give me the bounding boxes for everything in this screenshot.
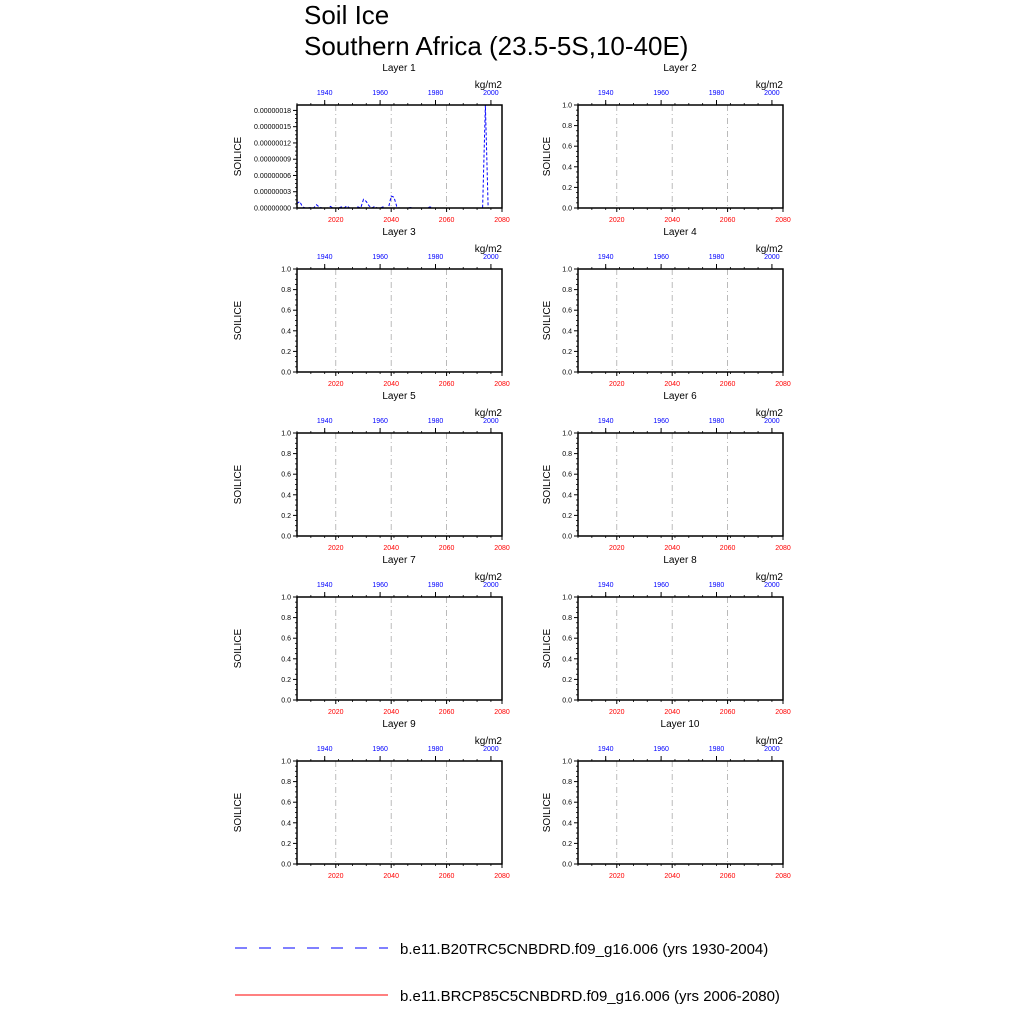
y-axis-label: SOILICE: [542, 136, 553, 177]
y-tick-label: 0.4: [562, 328, 572, 336]
x-bottom-tick-label: 2020: [327, 545, 344, 552]
y-tick-label: 0.8: [281, 287, 291, 295]
plot-frame: [578, 433, 783, 536]
y-tick-label: 0.8: [562, 123, 572, 131]
y-tick-label: 0.00000015: [254, 124, 291, 132]
figure-subtitle: Southern Africa (23.5-5S,10-40E): [304, 31, 689, 61]
x-bottom-tick-label: 2020: [327, 217, 344, 224]
y-tick-label: 0.6: [281, 799, 291, 807]
x-top-tick-label: 2000: [764, 254, 780, 261]
x-bottom-tick-label: 2020: [608, 217, 625, 224]
y-tick-label: 0.00000012: [254, 140, 291, 148]
x-top-tick-label: 1980: [708, 90, 725, 97]
x-top-tick-label: 1940: [316, 582, 333, 589]
x-bottom-tick-label: 2060: [438, 381, 455, 388]
y-axis-label: SOILICE: [233, 300, 244, 341]
x-bottom-tick-label: 2040: [664, 545, 680, 552]
x-bottom-tick-label: 2080: [494, 545, 510, 552]
x-bottom-tick-label: 2040: [664, 709, 680, 716]
panel-layer-10: [542, 719, 791, 880]
x-top-tick-label: 1940: [597, 582, 614, 589]
units-label: kg/m2: [474, 80, 502, 91]
units-label: kg/m2: [755, 244, 783, 255]
x-bottom-tick-label: 2040: [383, 709, 399, 716]
y-axis-label: SOILICE: [542, 792, 553, 833]
x-bottom-tick-label: 2080: [775, 545, 791, 552]
y-tick-label: 0.6: [562, 635, 572, 643]
y-tick-label: 0.4: [562, 164, 572, 172]
panel-title: Layer 3: [382, 227, 416, 238]
panel-layer-6: [542, 391, 791, 552]
x-bottom-tick-label: 2020: [327, 381, 344, 388]
y-tick-label: 1.0: [562, 430, 572, 438]
x-bottom-tick-label: 2040: [383, 873, 399, 880]
x-top-tick-label: 2000: [483, 418, 499, 425]
x-bottom-tick-label: 2080: [494, 217, 510, 224]
x-top-tick-label: 1960: [653, 254, 669, 261]
y-axis-label: SOILICE: [542, 300, 553, 341]
plot-frame: [297, 597, 502, 700]
panel-title: Layer 10: [660, 719, 700, 730]
x-bottom-tick-label: 2080: [775, 709, 791, 716]
x-top-tick-label: 2000: [764, 582, 780, 589]
y-tick-label: 0.6: [281, 635, 291, 643]
y-tick-label: 0.6: [281, 307, 291, 315]
panel-title: Layer 8: [663, 555, 697, 566]
x-bottom-tick-label: 2060: [438, 217, 455, 224]
panel-title: Layer 1: [382, 63, 416, 74]
x-top-tick-label: 1940: [597, 746, 614, 753]
x-top-tick-label: 1940: [316, 254, 333, 261]
x-bottom-tick-label: 2040: [383, 217, 399, 224]
x-bottom-tick-label: 2060: [719, 873, 736, 880]
x-bottom-tick-label: 2060: [719, 709, 736, 716]
y-tick-label: 1.0: [562, 594, 572, 602]
y-tick-label: 0.6: [562, 799, 572, 807]
plot-frame: [297, 433, 502, 536]
y-tick-label: 0.6: [281, 471, 291, 479]
x-top-tick-label: 1980: [708, 418, 725, 425]
x-top-tick-label: 2000: [764, 746, 780, 753]
y-tick-label: 0.0: [281, 533, 291, 541]
y-tick-label: 0.4: [281, 328, 291, 336]
y-tick-label: 0.6: [562, 471, 572, 479]
figure-title: Soil Ice: [304, 0, 390, 30]
units-label: kg/m2: [474, 408, 502, 419]
x-top-tick-label: 1940: [316, 746, 333, 753]
x-bottom-tick-label: 2020: [608, 381, 625, 388]
x-top-tick-label: 1980: [427, 418, 444, 425]
x-bottom-tick-label: 2060: [438, 709, 455, 716]
plot-frame: [297, 105, 502, 208]
x-bottom-tick-label: 2040: [664, 873, 680, 880]
x-top-tick-label: 1940: [316, 418, 333, 425]
x-bottom-tick-label: 2040: [664, 381, 680, 388]
x-top-tick-label: 1980: [427, 582, 444, 589]
x-top-tick-label: 1960: [372, 90, 388, 97]
plot-frame: [578, 761, 783, 864]
y-tick-label: 0.2: [281, 840, 291, 848]
x-top-tick-label: 1960: [653, 418, 669, 425]
plot-frame: [578, 105, 783, 208]
x-top-tick-label: 2000: [483, 746, 499, 753]
y-tick-label: 0.0: [562, 205, 572, 213]
x-top-tick-label: 2000: [483, 582, 499, 589]
x-bottom-tick-label: 2060: [438, 873, 455, 880]
y-tick-label: 0.00000003: [254, 189, 291, 197]
units-label: kg/m2: [474, 244, 502, 255]
y-tick-label: 0.4: [562, 820, 572, 828]
x-top-tick-label: 2000: [764, 418, 780, 425]
x-top-tick-label: 1940: [316, 90, 333, 97]
y-tick-label: 1.0: [281, 594, 291, 602]
units-label: kg/m2: [755, 572, 783, 583]
x-top-tick-label: 2000: [483, 254, 499, 261]
x-top-tick-label: 1960: [653, 582, 669, 589]
y-tick-label: 0.4: [562, 656, 572, 664]
y-axis-label: SOILICE: [233, 136, 244, 177]
y-tick-label: 0.6: [562, 307, 572, 315]
panel-title: Layer 7: [382, 555, 416, 566]
x-top-tick-label: 1960: [372, 582, 388, 589]
y-tick-label: 1.0: [281, 266, 291, 274]
x-top-tick-label: 1980: [708, 746, 725, 753]
y-tick-label: 0.00000009: [254, 156, 291, 164]
x-bottom-tick-label: 2020: [327, 709, 344, 716]
units-label: kg/m2: [755, 736, 783, 747]
panel-layer-5: [233, 391, 510, 552]
y-tick-label: 0.8: [562, 779, 572, 787]
series-line-hist: [297, 105, 502, 208]
panel-title: Layer 4: [663, 227, 697, 238]
panel-layer-1: [233, 63, 510, 224]
y-tick-label: 0.4: [281, 492, 291, 500]
y-tick-label: 0.00000018: [254, 107, 291, 115]
x-top-tick-label: 1940: [597, 254, 614, 261]
x-bottom-tick-label: 2080: [494, 873, 510, 880]
y-tick-label: 0.6: [562, 143, 572, 151]
x-bottom-tick-label: 2080: [775, 217, 791, 224]
x-bottom-tick-label: 2020: [608, 545, 625, 552]
y-tick-label: 0.8: [281, 779, 291, 787]
x-bottom-tick-label: 2040: [383, 545, 399, 552]
y-tick-label: 1.0: [562, 102, 572, 110]
y-tick-label: 0.4: [281, 820, 291, 828]
units-label: kg/m2: [474, 572, 502, 583]
y-tick-label: 0.4: [562, 492, 572, 500]
y-tick-label: 0.8: [281, 451, 291, 459]
y-axis-label: SOILICE: [542, 464, 553, 505]
panel-layer-9: [233, 719, 510, 880]
y-tick-label: 0.8: [562, 615, 572, 623]
x-top-tick-label: 1960: [372, 254, 388, 261]
y-tick-label: 0.2: [281, 512, 291, 520]
y-axis-label: SOILICE: [233, 628, 244, 669]
panel-title: Layer 2: [663, 63, 697, 74]
legend-future-label: b.e11.BRCP85C5CNBDRD.f09_g16.006 (yrs 2006-2080): [400, 988, 780, 1005]
y-tick-label: 1.0: [281, 430, 291, 438]
x-top-tick-label: 1980: [427, 254, 444, 261]
legend-hist-label: b.e11.B20TRC5CNBDRD.f09_g16.006 (yrs 1930-2004): [400, 941, 769, 958]
y-tick-label: 0.2: [562, 676, 572, 684]
panel-layer-4: [542, 227, 791, 388]
y-tick-label: 0.0: [562, 369, 572, 377]
x-top-tick-label: 1980: [427, 90, 444, 97]
y-tick-label: 1.0: [562, 758, 572, 766]
y-axis-label: SOILICE: [233, 792, 244, 833]
y-tick-label: 0.0: [562, 861, 572, 869]
y-tick-label: 0.4: [281, 656, 291, 664]
panel-title: Layer 5: [382, 391, 416, 402]
y-tick-label: 0.00000000: [254, 205, 291, 213]
x-top-tick-label: 1960: [372, 746, 388, 753]
plot-frame: [578, 597, 783, 700]
y-axis-label: SOILICE: [233, 464, 244, 505]
y-tick-label: 1.0: [281, 758, 291, 766]
x-bottom-tick-label: 2040: [383, 381, 399, 388]
units-label: kg/m2: [474, 736, 502, 747]
plot-frame: [297, 269, 502, 372]
x-top-tick-label: 1960: [372, 418, 388, 425]
y-tick-label: 0.2: [562, 348, 572, 356]
x-bottom-tick-label: 2020: [608, 873, 625, 880]
x-top-tick-label: 1960: [653, 746, 669, 753]
y-tick-label: 0.0: [281, 861, 291, 869]
x-bottom-tick-label: 2080: [775, 381, 791, 388]
y-tick-label: 0.2: [562, 512, 572, 520]
plot-frame: [297, 761, 502, 864]
y-tick-label: 0.8: [562, 451, 572, 459]
y-tick-label: 0.2: [562, 184, 572, 192]
x-top-tick-label: 1940: [597, 418, 614, 425]
y-tick-label: 0.0: [562, 697, 572, 705]
panel-layer-2: [542, 63, 791, 224]
panel-layer-7: [233, 555, 510, 716]
y-tick-label: 1.0: [562, 266, 572, 274]
x-bottom-tick-label: 2060: [719, 381, 736, 388]
x-bottom-tick-label: 2020: [327, 873, 344, 880]
x-bottom-tick-label: 2060: [719, 545, 736, 552]
panel-title: Layer 6: [663, 391, 697, 402]
legend: [235, 941, 780, 1005]
x-bottom-tick-label: 2040: [664, 217, 680, 224]
x-top-tick-label: 1960: [653, 90, 669, 97]
x-bottom-tick-label: 2080: [775, 873, 791, 880]
y-tick-label: 0.0: [281, 697, 291, 705]
x-bottom-tick-label: 2020: [608, 709, 625, 716]
plot-frame: [578, 269, 783, 372]
y-tick-label: 0.8: [562, 287, 572, 295]
panel-layer-3: [233, 227, 510, 388]
y-tick-label: 0.00000006: [254, 172, 291, 180]
x-top-tick-label: 1980: [708, 582, 725, 589]
x-top-tick-label: 1980: [427, 746, 444, 753]
x-top-tick-label: 1940: [597, 90, 614, 97]
x-bottom-tick-label: 2080: [494, 381, 510, 388]
y-tick-label: 0.2: [281, 676, 291, 684]
y-tick-label: 0.0: [281, 369, 291, 377]
x-bottom-tick-label: 2080: [494, 709, 510, 716]
y-axis-label: SOILICE: [542, 628, 553, 669]
panel-title: Layer 9: [382, 719, 416, 730]
y-tick-label: 0.2: [281, 348, 291, 356]
x-bottom-tick-label: 2060: [438, 545, 455, 552]
y-tick-label: 0.2: [562, 840, 572, 848]
x-top-tick-label: 1980: [708, 254, 725, 261]
units-label: kg/m2: [755, 80, 783, 91]
x-bottom-tick-label: 2060: [719, 217, 736, 224]
panel-grid: [233, 63, 791, 880]
y-tick-label: 0.0: [562, 533, 572, 541]
x-top-tick-label: 2000: [483, 90, 499, 97]
y-tick-label: 0.8: [281, 615, 291, 623]
panel-layer-8: [542, 555, 791, 716]
units-label: kg/m2: [755, 408, 783, 419]
x-top-tick-label: 2000: [764, 90, 780, 97]
